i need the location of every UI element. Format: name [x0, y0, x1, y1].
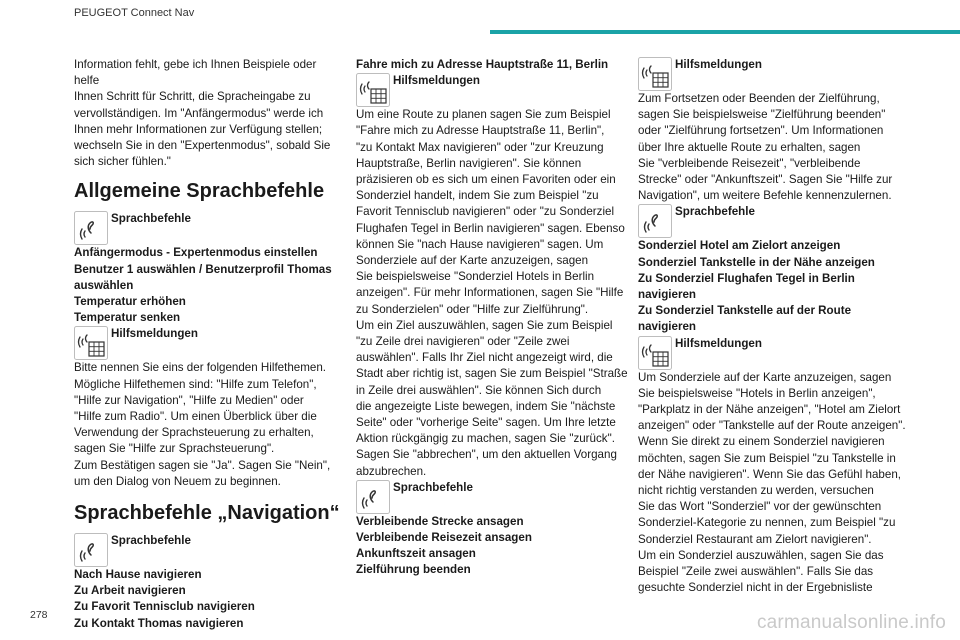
voice-commands-label-row	[356, 480, 628, 514]
help-messages-label-row	[638, 57, 914, 91]
voice-help-grid-icon	[638, 336, 672, 370]
guidance-help-paragraph: Zum Fortsetzen oder Beenden der Zielführung, sagen Sie beispielsweise "Zielführung beenden" oder "Zielführung fortsetzen". Um Informationen über Ihre aktuelle Route zu erhalten, sagen Sie "verbleibende Reisezeit", "verbleibende Strecke" oder "Ankunftszeit". Sagen Sie "Hilfe zur Navigation", um weitere Befehle kennenzulernen.	[638, 92, 893, 203]
voice-command-icon	[356, 480, 390, 514]
help-topics-paragraph: Bitte nennen Sie eins der folgenden Hilfethemen. Mögliche Hilfethemen sind: "Hilfe zum Telefon", "Hilfe zur Navigation", "Hilfe zu Medien" oder "Hilfe zum Radio". Um einen Überblick über die Verwendung der Sprachsteuerung zu erhalten, sagen Sie "Hilfe zur Sprachsteuerung". Zum Bestätigen sagen sie "Ja". Sagen Sie "Nein", um den Dialog von Neuem zu beginnen.	[74, 361, 331, 488]
page-number: 278	[30, 609, 48, 621]
voice-commands-label-row	[74, 533, 344, 567]
intro-paragraph: Information fehlt, gebe ich Ihnen Beispiele oder helfe Ihnen Schritt für Schritt, die Spracheingabe zu vervollständigen. Im "Anfängermodus" werde ich Ihnen mehr Informationen zur Verfügung stellen; wechseln Sie in den "Expertenmodus", sobald Sie sich sicher fühlen."	[74, 58, 331, 169]
guidance-commands-list: Verbleibende Strecke ansagen Verbleibende Reisezeit ansagen Ankunftszeit ansagen Zielführung beenden	[356, 514, 532, 577]
voice-command-icon	[638, 204, 672, 238]
poi-commands-list: Sonderziel Hotel am Zielort anzeigen Sonderziel Tankstelle in der Nähe anzeigen Zu Sonderziel Flughafen Tegel in Berlin navigieren Zu Sonderziel Tankstelle auf der Route navigieren	[638, 239, 875, 334]
voice-help-grid-icon	[356, 73, 390, 107]
help-messages-label: Hilfsmeldungen	[675, 58, 762, 71]
navigation-commands-list: Nach Hause navigieren Zu Arbeit navigieren Zu Favorit Tennisclub navigieren Zu Kontakt Thomas navigieren	[74, 568, 255, 630]
help-messages-label: Hilfsmeldungen	[675, 336, 762, 350]
help-messages-label: Hilfsmeldungen	[393, 74, 480, 88]
route-help-paragraph: Um eine Route zu planen sagen Sie zum Beispiel "Fahre mich zu Adresse Hauptstraße 11, Berlin", "zu Kontakt Max navigieren" oder "zur Kreuzung Hauptstraße, Berlin navigieren". Sie können präzisieren ob es sich um einen Favoriten oder ein Sonderziel handelt, indem Sie zum Beispiel "zu Favorit Tennisclub navigieren" oder "zu Sonderziel Flughafen Tegel in Berlin navigieren" sagen. Ebenso können Sie "nach Hause navigieren" sagen. Um Sonderziele auf der Karte anzuzeigen, sagen Sie beispielsweise "Sonderziel Hotels in Berlin anzeigen". Für mehr Informationen, sagen Sie "Hilfe zu Sonderzielen" oder "Hilfe zur Zielführung". Um ein Ziel auszuwählen, sagen Sie zum Beispiel "zu Zeile drei navigieren" oder "Zeile zwei auswählen". Falls Ihr Ziel nicht angezeigt wird, die Stadt aber richtig ist, sagen Sie zum Beispiel "Straße in Zeile drei auswählen". Sie können Sich durch die angezeigte Liste bewegen, indem Sie "nächste Seite" oder "vorherige Seite" sagen. Um Ihre letzte Aktion rückgängig zu machen, sagen Sie "zurück". Sagen Sie "abbrechen", um den aktuellen Vorgang abzubrechen.	[356, 108, 628, 478]
column-1	[74, 57, 344, 632]
help-messages-label-row	[74, 326, 344, 360]
general-commands-list: Anfängermodus - Expertenmodus einstellen Benutzer 1 auswählen / Benutzerprofil Thomas auswählen Temperatur erhöhen Temperatur senken	[74, 246, 332, 325]
watermark: carmanualsonline.info	[756, 612, 946, 633]
voice-commands-label: Sprachbefehle	[111, 212, 191, 226]
voice-command-icon	[74, 211, 108, 245]
voice-help-grid-icon	[638, 57, 672, 91]
voice-commands-label-row	[638, 204, 914, 238]
help-messages-label-row	[356, 73, 628, 107]
poi-help-paragraph: Um Sonderziele auf der Karte anzuzeigen, sagen Sie beispielsweise "Hotels in Berlin anzeigen", "Parkplatz in der Nähe anzeigen", "Hotel am Zielort anzeigen" oder "Tankstelle auf der Route anzeigen". Wenn Sie direkt zu einem Sonderziel navigieren möchten, sagen Sie zum Beispiel "zu Tankstelle in der Nähe navigieren". Wenn Sie das Gefühl haben, nicht richtig verstanden zu werden, versuchen Sie das Wort "Sonderziel" vor der gewünschten Sonderziel-Kategorie zu nennen, zum Beispiel "zu Sonderziel Restaurant am Zielort navigieren". Um ein Sonderziel auszuwählen, sagen Sie das Beispiel "Zeile zwei auswählen". Falls Sie das gesuchte Sonderziel nicht in der Ergebnisliste	[638, 370, 906, 595]
voice-commands-label: Sprachbefehle	[393, 480, 473, 494]
help-messages-label: Hilfsmeldungen	[111, 327, 198, 341]
voice-command-icon	[74, 533, 108, 567]
help-messages-label-row	[638, 336, 914, 370]
navigation-command-address: Fahre mich zu Adresse Hauptstraße 11, Berlin	[356, 58, 609, 71]
voice-help-grid-icon	[74, 326, 108, 360]
voice-commands-label: Sprachbefehle	[675, 205, 755, 219]
section-heading-navigation: Sprachbefehle „Navigation“	[74, 502, 340, 525]
column-2	[356, 57, 628, 579]
voice-commands-label: Sprachbefehle	[111, 534, 191, 548]
voice-commands-label-row	[74, 211, 344, 245]
running-header: PEUGEOT Connect Nav	[74, 7, 195, 19]
column-3	[638, 57, 914, 596]
header-accent-bar	[490, 30, 960, 34]
section-heading-general: Allgemeine Sprachbefehle	[74, 180, 325, 203]
